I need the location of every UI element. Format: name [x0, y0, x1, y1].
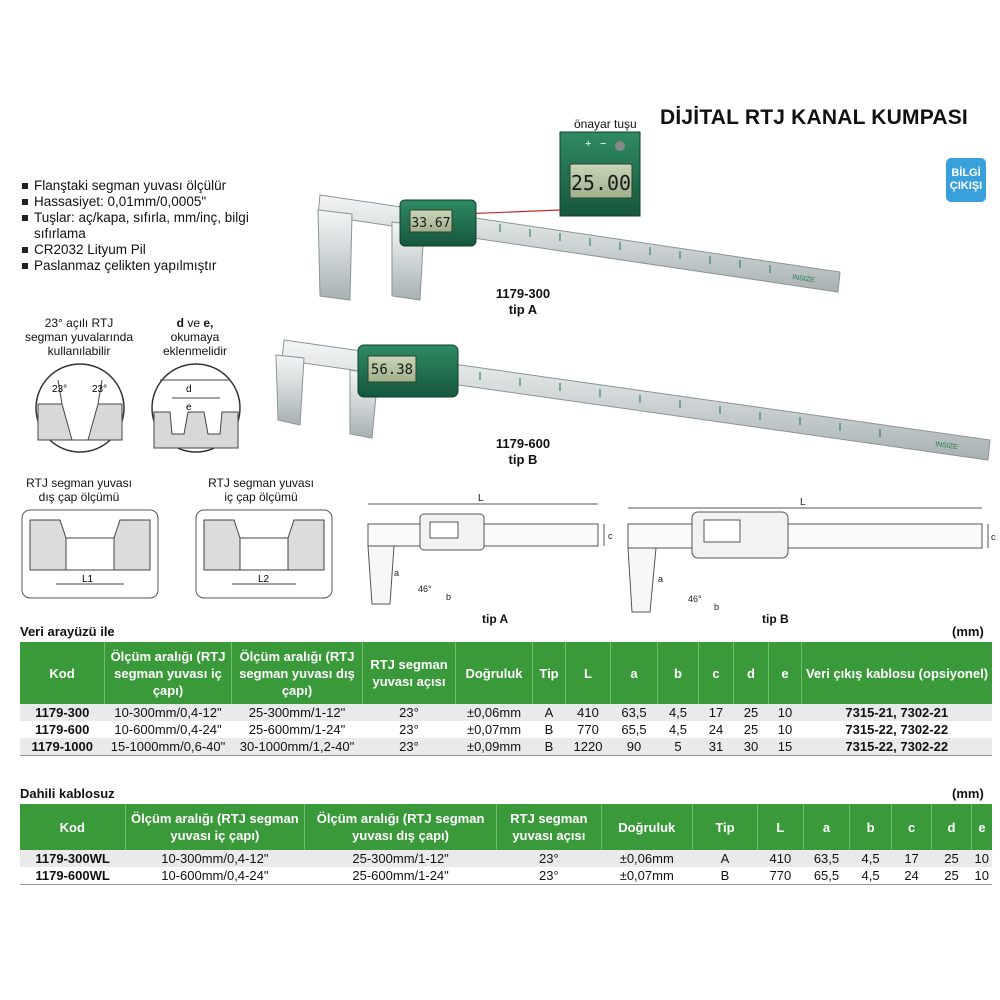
col-cable: Veri çıkış kablosu (opsiyonel): [802, 642, 993, 704]
cell: 23°: [363, 738, 456, 756]
table-row: [20, 721, 992, 738]
col-a: a: [803, 804, 849, 850]
cell: 10-300mm/0,4-12": [105, 704, 232, 721]
preset-button-icon: [615, 141, 625, 151]
cell: 1179-600: [35, 722, 90, 737]
drawing-a: [368, 493, 613, 604]
plus-sign: +: [585, 138, 592, 150]
col-L: L: [566, 642, 611, 704]
model-b-type: tip B: [508, 452, 538, 467]
col-accuracy: Doğruluk: [456, 642, 533, 704]
dim-e-label: e: [186, 402, 192, 413]
model-a-code: 1179-300: [495, 286, 551, 301]
page-title: DİJİTAL RTJ KANAL KUMPASI: [660, 106, 968, 129]
cell: 410: [566, 704, 611, 721]
angle-note-line: 23° açılı RTJ: [44, 316, 114, 330]
cell: 10: [972, 850, 992, 867]
cell: A: [533, 704, 566, 721]
feature-item: Hassasiyet: 0,01mm/0,0005": [22, 194, 264, 210]
table-row: [20, 850, 992, 867]
col-angle: RTJ segman yuvası açısı: [497, 804, 601, 850]
cell: 25: [734, 704, 769, 721]
drawing-b-angle: 46°: [688, 594, 702, 604]
caliper-b-photo: [276, 340, 990, 460]
spec-table-wireless: [20, 804, 992, 885]
model-a-label: [478, 286, 568, 318]
callout-lcd-value: 25.00: [570, 171, 632, 195]
cell: 25: [932, 850, 972, 867]
drawing-a-a: a: [394, 568, 400, 578]
drawing-a-b: b: [446, 592, 452, 602]
angle-label-left: 23°: [52, 384, 68, 395]
cell: 7315-21, 7302-21: [802, 704, 993, 721]
inner-note-line: RTJ segman yuvası: [208, 476, 314, 490]
cell: 23°: [399, 722, 419, 737]
cell: 1179-300WL: [20, 850, 125, 867]
l2-label: L2: [258, 574, 270, 585]
cell: ±0,09mm: [456, 738, 533, 756]
cell: 15-1000mm/0,6-40": [105, 738, 232, 756]
cell: 770: [757, 867, 803, 885]
preset-key-label: önayar tuşu: [574, 117, 637, 131]
cell: 65,5: [621, 722, 647, 737]
cell: B: [693, 867, 758, 885]
caliper-b-lcd-value: 56.38: [370, 362, 414, 378]
cell: 5: [658, 738, 699, 756]
cell: 24: [708, 722, 724, 737]
col-a: a: [611, 642, 658, 704]
caliper-a-lcd-value: 33.67: [411, 216, 451, 231]
cell: 25: [932, 867, 972, 885]
cell: 30-1000mm/1,2-40": [232, 738, 363, 756]
cell: ±0,07mm: [466, 722, 522, 737]
table2-section-title: Dahili kablosuz: [20, 786, 115, 801]
table1-section-title: Veri arayüzü ile: [20, 624, 115, 639]
caliper-b-fixed-jaw: [276, 355, 304, 425]
cell: 15: [769, 738, 802, 756]
cell: 1220: [566, 738, 611, 756]
col-kod: Kod: [20, 804, 125, 850]
dim-d-label: d: [186, 384, 192, 395]
cell: 4,5: [850, 867, 892, 885]
col-outer-range: Ölçüm aralığı (RTJ segman yuvası dış çapı): [232, 642, 363, 704]
col-outer-range: Ölçüm aralığı (RTJ segman yuvası dış çapı): [305, 804, 497, 850]
cell: 7315-22, 7302-22: [802, 738, 993, 756]
col-c: c: [699, 642, 734, 704]
cell: 4,5: [668, 722, 688, 737]
drawing-a-angle: 46°: [418, 584, 432, 594]
feature-item: Tuşlar: aç/kapa, sıfırla, mm/inç, bilgi sıfırlama: [22, 210, 264, 242]
col-inner-range: Ölçüm aralığı (RTJ segman yuvası iç çapı): [125, 804, 304, 850]
col-kod: Kod: [20, 642, 105, 704]
col-e: e: [769, 642, 802, 704]
col-d: d: [734, 642, 769, 704]
cell: 1179-300: [20, 704, 105, 721]
cell: 63,5: [611, 704, 658, 721]
cell: 23°: [497, 867, 601, 885]
col-L: L: [757, 804, 803, 850]
col-tip: Tip: [533, 642, 566, 704]
cell: 25-300mm/1-12": [305, 850, 497, 867]
de-note-e: e,: [203, 316, 214, 330]
cell: 10-600mm/0,4-24": [114, 722, 222, 737]
cell: 10-600mm/0,4-24": [125, 867, 304, 885]
cell: 1179-1000: [20, 738, 105, 756]
feature-item: CR2032 Lityum Pil: [22, 242, 264, 258]
inner-diameter-diagram: [196, 510, 332, 598]
inner-note-line: iç çap ölçümü: [224, 490, 298, 504]
feature-item: Flanştaki segman yuvası ölçülür: [22, 178, 264, 194]
cell: 23°: [363, 704, 456, 721]
cell: 17: [892, 850, 932, 867]
caliper-a-fixed-jaw: [318, 210, 352, 300]
outer-diameter-diagram: [22, 510, 158, 598]
angle-note-line: kullanılabilir: [47, 344, 111, 358]
de-note-ve: ve: [187, 316, 200, 330]
cell: 410: [757, 850, 803, 867]
col-angle: RTJ segman yuvası açısı: [363, 642, 456, 704]
cell: 25-300mm/1-12": [232, 704, 363, 721]
badge-line-2: ÇIKIŞI: [949, 180, 983, 192]
cell: 4,5: [658, 704, 699, 721]
de-note-d: d: [176, 316, 184, 330]
col-accuracy: Doğruluk: [601, 804, 693, 850]
caliper-b-brand: INSIZE: [934, 441, 959, 452]
cell: 1179-600WL: [20, 867, 125, 885]
cell: 25-600mm/1-24": [305, 867, 497, 885]
col-tip: Tip: [693, 804, 758, 850]
caliper-a-brand: INSIZE: [791, 274, 816, 285]
cell: B: [544, 722, 554, 737]
table-row: [20, 704, 992, 721]
cell: 65,5: [803, 867, 849, 885]
cell: 17: [699, 704, 734, 721]
drawing-a-caption: tip A: [482, 612, 509, 626]
col-b: b: [658, 642, 699, 704]
de-note-line: eklenmelidir: [162, 344, 228, 358]
col-e: e: [972, 804, 992, 850]
cell: B: [533, 738, 566, 756]
table2-unit: (mm): [952, 786, 984, 801]
drawing-b-a: a: [658, 574, 664, 584]
cell: 4,5: [850, 850, 892, 867]
minus-sign: −: [600, 138, 607, 150]
col-inner-range: Ölçüm aralığı (RTJ segman yuvası iç çapı): [105, 642, 232, 704]
cell: 10: [777, 722, 793, 737]
cell: 23°: [497, 850, 601, 867]
model-b-code: 1179-600: [495, 436, 551, 451]
feature-item: Paslanmaz çelikten yapılmıştır: [22, 258, 264, 274]
col-b: b: [850, 804, 892, 850]
spec-table-data-interface: [20, 642, 992, 756]
cell: 770: [577, 722, 599, 737]
cell: 63,5: [803, 850, 849, 867]
cell: 10: [769, 704, 802, 721]
col-c: c: [892, 804, 932, 850]
col-d: d: [932, 804, 972, 850]
cell: 24: [892, 867, 932, 885]
model-a-type: tip A: [508, 302, 538, 317]
cell: 10: [972, 867, 992, 885]
outer-note-line: dış çap ölçümü: [38, 490, 120, 504]
drawing-b-b: b: [714, 602, 720, 612]
l1-label: L1: [82, 574, 94, 585]
drawing-a-L: L: [478, 493, 484, 504]
drawing-b-L: L: [800, 497, 806, 508]
angle-note-line: segman yuvalarında: [24, 330, 134, 344]
table-row: [20, 738, 992, 756]
badge-line-1: BİLGİ: [951, 167, 981, 179]
cell: ±0,06mm: [601, 850, 693, 867]
cell: 90: [611, 738, 658, 756]
de-note-line: okumaya: [170, 330, 220, 344]
drawing-b-caption: tip B: [762, 612, 789, 626]
cell: 25: [743, 722, 759, 737]
cell: 30: [734, 738, 769, 756]
table1-unit: (mm): [952, 624, 984, 639]
cell: ±0,06mm: [456, 704, 533, 721]
cell: A: [693, 850, 758, 867]
cell: 25-600mm/1-24": [248, 722, 346, 737]
drawing-b: [628, 497, 996, 612]
cell: 7315-22, 7302-22: [845, 722, 949, 737]
drawing-b-c: c: [991, 532, 996, 542]
cell: ±0,07mm: [601, 867, 693, 885]
model-b-label: [478, 436, 568, 468]
cell: 31: [699, 738, 734, 756]
angle-diagram: [36, 364, 124, 452]
table-row: [20, 867, 992, 885]
de-diagram: [152, 364, 240, 452]
outer-note-line: RTJ segman yuvası: [26, 476, 132, 490]
cell: 10-300mm/0,4-12": [125, 850, 304, 867]
drawing-a-c: c: [608, 531, 613, 541]
angle-label-right: 23°: [92, 384, 108, 395]
